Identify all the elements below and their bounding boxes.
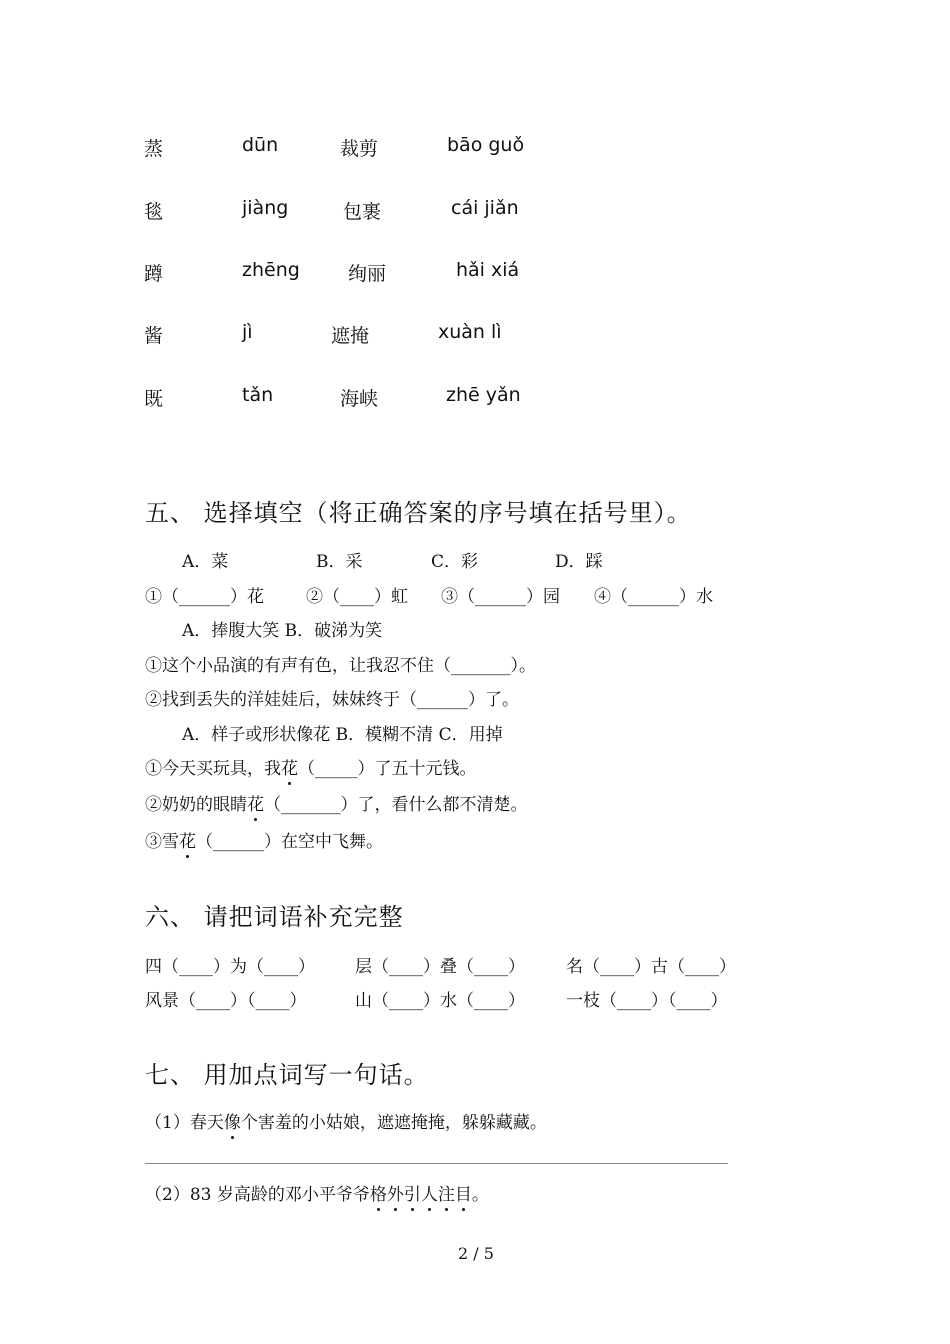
match-char-2: 毯 <box>144 201 164 223</box>
section6-heading: 六、 请把词语补充完整 <box>145 903 404 931</box>
match-word-5: 海峡 <box>340 388 379 410</box>
s5-g1-option-a: A．菜 <box>182 552 229 572</box>
match-word-pinyin-4: xuàn lì <box>438 321 502 343</box>
match-word-pinyin-2: cái jiǎn <box>451 197 519 219</box>
emphasis-dot-char: 目 <box>455 1180 472 1205</box>
s6-row1-word-2: 层（____）叠（____） <box>355 957 525 977</box>
s5-g1-option-c: C．彩 <box>431 552 479 572</box>
emphasis-dot-char: 花 <box>247 790 264 815</box>
match-pinyin-2: jiàng <box>242 197 289 219</box>
s7-sentence-1-post: 个害羞的小姑娘，遮遮掩掩，躲躲藏藏。 <box>240 1113 547 1133</box>
s5-g3-item-3-post: （______）在空中飞舞。 <box>196 832 383 852</box>
match-char-5: 既 <box>144 388 164 410</box>
s5-g2-item-2: ②找到丢失的洋娃娃后，妹妹终于（______）了。 <box>145 690 519 710</box>
s5-g1-option-b: B．采 <box>316 552 363 572</box>
s6-row2-word-1: 风景（____）（____） <box>145 991 307 1011</box>
page-number: 2 / 5 <box>458 1244 494 1263</box>
s5-g3-item-1-post: （_____）了五十元钱。 <box>298 759 477 779</box>
s6-row1-word-3: 名（____）古（____） <box>566 957 736 977</box>
match-pinyin-1: dūn <box>242 134 279 156</box>
match-char-1: 蒸 <box>144 138 164 160</box>
s7-sentence-1-pre: （1）春天 <box>145 1113 224 1133</box>
s5-g1-item-2: ②（____）虹 <box>306 587 408 607</box>
s5-g3-item-1-pre: ①今天买玩具，我 <box>145 759 281 779</box>
emphasis-dot-char: 像 <box>224 1108 241 1133</box>
s7-sentence-2 <box>145 1180 489 1205</box>
emphasis-dot-char: 格 <box>370 1180 387 1205</box>
match-char-4: 酱 <box>144 325 164 347</box>
section5-heading: 五、 选择填空（将正确答案的序号填在括号里）。 <box>145 499 692 527</box>
match-word-pinyin-1: bāo guǒ <box>447 134 525 156</box>
section7-heading: 七、 用加点词写一句话。 <box>145 1061 429 1089</box>
emphasis-dot-char: 注 <box>438 1180 455 1205</box>
s6-row1-word-1: 四（____）为（____） <box>145 957 315 977</box>
match-word-pinyin-5: zhē yǎn <box>446 384 521 406</box>
s5-g1-item-4: ④（______）水 <box>594 587 713 607</box>
s5-g3-item-2-post: （_______）了，看什么都不清楚。 <box>264 795 528 815</box>
s5-g3-options: A．样子或形状像花 B．模糊不清 C．用掉 <box>182 725 503 745</box>
emphasis-dot-char: 花 <box>281 754 298 779</box>
emphasis-dot-char: 外 <box>387 1180 404 1205</box>
s5-g2-options: A．捧腹大笑 B．破涕为笑 <box>182 621 383 641</box>
s5-g1-item-1: ①（______）花 <box>145 587 264 607</box>
match-pinyin-5: tǎn <box>242 384 274 406</box>
s5-g1-item-3: ③（______）园 <box>441 587 560 607</box>
s5-g2-item-1: ①这个小品演的有声有色，让我忍不住（_______）。 <box>145 656 536 676</box>
match-char-3: 蹲 <box>144 263 164 285</box>
match-word-3: 绚丽 <box>348 263 387 285</box>
answer-line <box>145 1163 728 1164</box>
match-pinyin-3: zhēng <box>242 259 300 281</box>
s5-g1-option-d: D．踩 <box>555 552 603 572</box>
s5-g3-item-2-pre: ②奶奶的眼睛 <box>145 795 247 815</box>
s7-sentence-2-post: 。 <box>471 1185 489 1205</box>
s5-g3-item-3-pre: ③雪 <box>145 832 179 852</box>
match-pinyin-4: jì <box>242 321 253 343</box>
s5-g3-item-1 <box>145 754 477 779</box>
s7-sentence-1 <box>145 1108 547 1133</box>
s7-sentence-2-pre: （2）83 岁高龄的邓小平爷爷 <box>145 1185 370 1205</box>
s6-row2-word-3: 一枝（____）（____） <box>566 991 728 1011</box>
s6-row2-word-2: 山（____）水（____） <box>355 991 525 1011</box>
s5-g3-item-3 <box>145 827 383 852</box>
emphasis-dot-char: 花 <box>179 827 196 852</box>
emphasis-dot-char: 引 <box>404 1180 421 1205</box>
match-word-pinyin-3: hǎi xiá <box>456 259 520 281</box>
emphasis-dot-char: 人 <box>421 1180 438 1205</box>
match-word-1: 裁剪 <box>340 138 379 160</box>
match-word-4: 遮掩 <box>331 325 370 347</box>
s5-g3-item-2 <box>145 790 528 815</box>
match-word-2: 包裹 <box>343 201 382 223</box>
